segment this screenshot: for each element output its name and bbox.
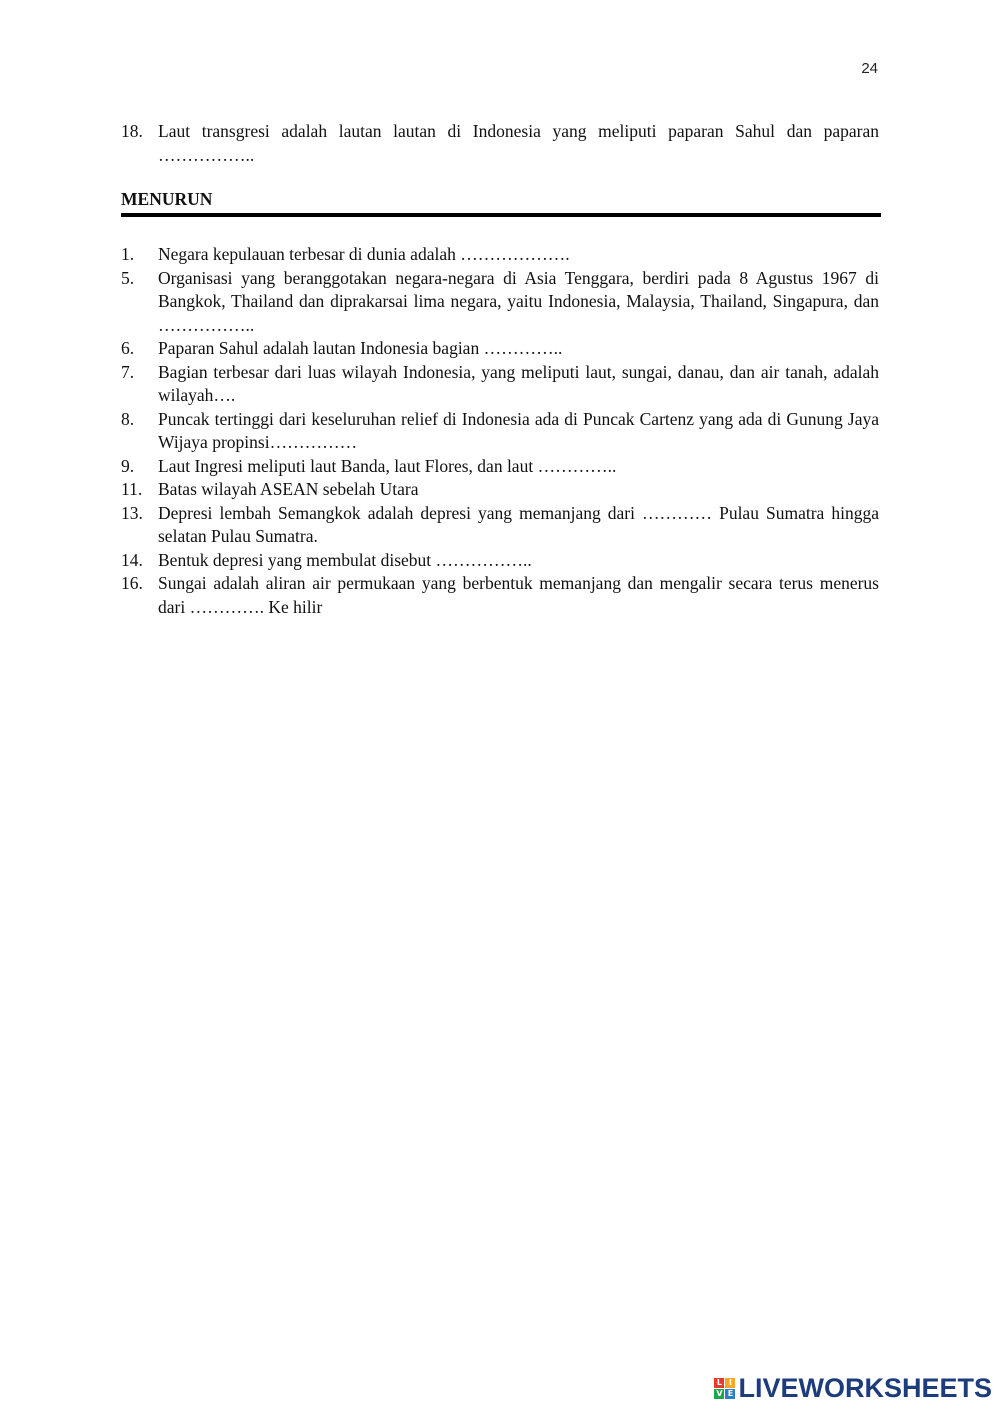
- down-question-list: [121, 243, 879, 619]
- question-number: 7.: [121, 361, 135, 382]
- question-number: 5.: [121, 267, 135, 288]
- question-text: Paparan Sahul adalah lautan Indonesia bagian …………..: [158, 338, 563, 358]
- page-number: 24: [861, 60, 878, 77]
- question-text: Laut transgresi adalah lautan lautan di Indonesia yang meliputi paparan Sahul dan paparan ……………..: [158, 121, 879, 165]
- question-number: 11.: [121, 479, 143, 499]
- question-number: 13.: [121, 502, 143, 523]
- question-text: Depresi lembah Semangkok adalah depresi yang memanjang dari ………… Pulau Sumatra hingga selatan Pulau Sumatra.: [158, 502, 879, 546]
- question-item: [121, 361, 879, 408]
- question-item: [121, 478, 879, 502]
- liveworksheets-logo: [714, 1373, 992, 1404]
- question-text: Bagian terbesar dari luas wilayah Indonesia, yang meliputi laut, sungai, danau, dan air tanah, adalah wilayah….: [158, 361, 879, 405]
- question-text: Sungai adalah aliran air permukaan yang berbentuk memanjang dan mengalir secara terus menerus dari …………. Ke hilir: [158, 573, 879, 617]
- logo-mark-letter: L: [714, 1378, 724, 1388]
- question-item: [121, 267, 879, 338]
- question-item: [121, 337, 879, 361]
- question-number: 6.: [121, 338, 135, 358]
- question-item: [121, 455, 879, 479]
- question-text: Negara kepulauan terbesar di dunia adalah ……………….: [158, 244, 570, 264]
- question-number: 14.: [121, 549, 143, 570]
- question-item: [121, 120, 879, 167]
- question-number: 1.: [121, 244, 135, 264]
- logo-mark-icon: [714, 1378, 735, 1399]
- section-divider: [121, 213, 881, 217]
- across-tail-list: [121, 120, 879, 167]
- logo-mark-letter: E: [725, 1389, 735, 1399]
- question-text: Organisasi yang beranggotakan negara-negara di Asia Tenggara, berdiri pada 8 Agustus 1967 di Bangkok, Thailand dan diprakarsai lima negara, yaitu Indonesia, Malaysia, Thailand, Singapura, dan ……………..: [158, 267, 879, 335]
- question-item: [121, 549, 879, 573]
- section-title: MENURUN: [121, 189, 213, 209]
- question-text: Batas wilayah ASEAN sebelah Utara: [158, 479, 419, 499]
- question-text: Laut Ingresi meliputi laut Banda, laut Flores, dan laut …………..: [158, 455, 617, 476]
- question-number: 18.: [121, 121, 143, 141]
- document-content: [121, 120, 879, 619]
- question-number: 9.: [121, 455, 135, 476]
- question-number: 8.: [121, 408, 135, 429]
- logo-mark-letter: I: [725, 1378, 735, 1388]
- question-text: Bentuk depresi yang membulat disebut ……………..: [158, 549, 532, 570]
- question-item: [121, 408, 879, 455]
- question-text: Puncak tertinggi dari keseluruhan relief di Indonesia ada di Puncak Cartenz yang ada di Gunung Jaya Wijaya propinsi……………: [158, 408, 879, 452]
- question-item: [121, 502, 879, 549]
- logo-mark-letter: V: [716, 1389, 723, 1398]
- question-number: 16.: [121, 573, 143, 593]
- question-item: [121, 243, 879, 267]
- logo-text: LIVEWORKSHEETS: [738, 1373, 992, 1403]
- section-menurun: [121, 188, 879, 217]
- question-item: [121, 572, 879, 619]
